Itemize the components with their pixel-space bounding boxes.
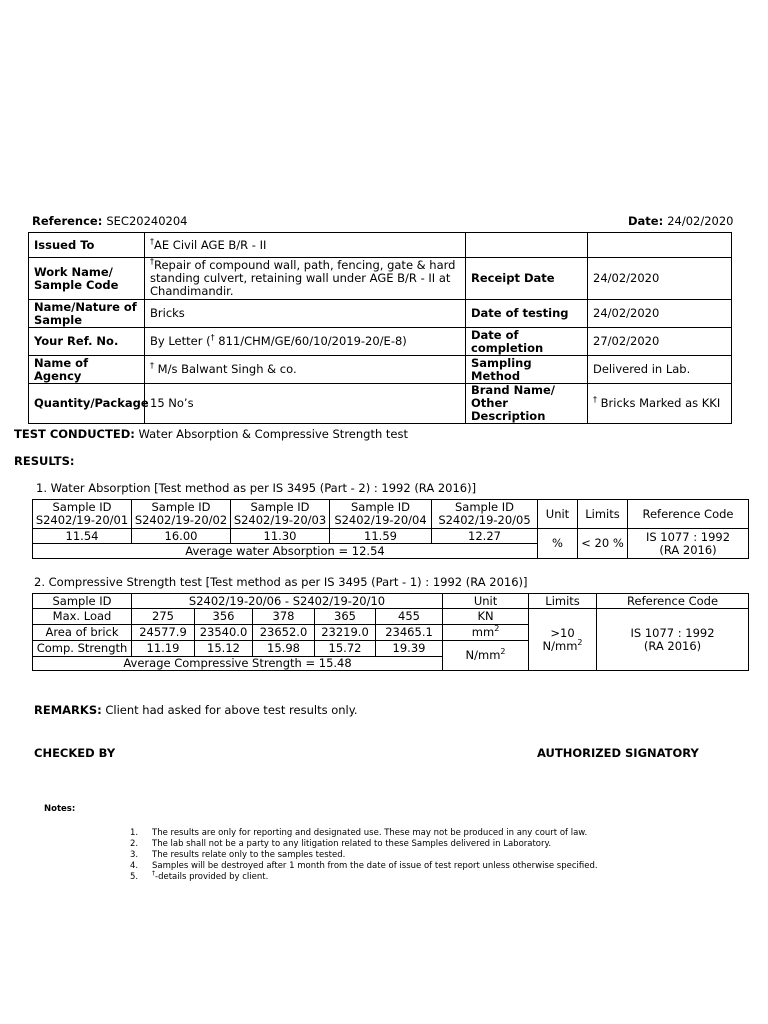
info-row-your-ref <box>29 328 732 356</box>
max-load-value: 275 <box>132 609 195 625</box>
dagger-mark: † <box>150 236 154 246</box>
sample-id-header: Sample ID S2402/19-20/01 <box>33 500 132 529</box>
note-item: 5. †-details provided by client. <box>130 870 269 882</box>
note-item: 2. The lab shall not be a party to any litigation related to these Samples delivered in Laboratory. <box>130 839 552 849</box>
brand-cell <box>588 384 732 424</box>
area-label: Area of brick <box>33 625 132 641</box>
info-row-sample <box>29 300 732 328</box>
remarks-line <box>34 703 358 717</box>
your-ref-value: 811/CHM/GE/60/10/2019-20/E-8) <box>214 334 407 348</box>
max-load-value: 455 <box>376 609 443 625</box>
agency-label: Name of Agency <box>29 356 145 384</box>
dagger-mark: † <box>593 395 597 405</box>
compressive-average: Average Compressive Strength = 15.48 <box>33 657 443 671</box>
strength-unit: $N/mm^2$ <box>443 641 529 671</box>
water-value: 12.27 <box>432 529 538 544</box>
date-value: 24/02/2020 <box>667 214 734 228</box>
sample-id-header: Sample ID S2402/19-20/04 <box>330 500 432 529</box>
water-values-row <box>33 529 749 544</box>
sample-info-table <box>28 232 732 424</box>
date-label: Date: <box>628 214 664 228</box>
agency-cell <box>145 356 466 384</box>
receipt-date-label: Receipt Date <box>466 258 588 300</box>
area-value: 23219.0 <box>315 625 376 641</box>
date-completion-label: Date of completion <box>466 328 588 356</box>
remarks-value: Client had asked for above test results only. <box>105 703 358 717</box>
sampling-method-value: Delivered in Lab. <box>588 356 732 384</box>
reference-code-header: Reference Code <box>628 500 749 529</box>
test-conducted-value: Water Absorption & Compressive Strength test <box>138 427 408 441</box>
unit-header: Unit <box>443 594 529 609</box>
info-row-agency <box>29 356 732 384</box>
dagger-mark: † <box>210 333 215 343</box>
water-absorption-table <box>32 499 749 559</box>
area-value: 24577.9 <box>132 625 195 641</box>
sample-id-header: Sample ID S2402/19-20/03 <box>231 500 330 529</box>
receipt-date-value: 24/02/2020 <box>588 258 732 300</box>
water-header-row <box>33 500 749 529</box>
reference-line <box>32 214 188 228</box>
note-item: 3. The results relate only to the samples tested. <box>130 850 346 860</box>
sampling-method-label: Sampling Method <box>466 356 588 384</box>
test-conducted-label: TEST CONDUCTED: <box>14 427 135 441</box>
remarks-label: REMARKS: <box>34 703 102 717</box>
area-value: 23652.0 <box>253 625 315 641</box>
agency-value: M/s Balwant Singh & co. <box>157 362 297 376</box>
sample-id-header: Sample ID S2402/19-20/05 <box>432 500 538 529</box>
your-ref-label: Your Ref. No. <box>29 328 145 356</box>
dagger-mark: † <box>150 257 154 267</box>
limits-header: Limits <box>529 594 597 609</box>
compressive-table <box>32 593 749 671</box>
area-value: 23540.0 <box>195 625 253 641</box>
quantity-label: Quantity/Package <box>29 384 145 424</box>
info-row-issued-to <box>29 233 732 258</box>
issued-to-cell <box>145 233 466 258</box>
issued-to-label: Issued To <box>29 233 145 258</box>
water-value: 11.30 <box>231 529 330 544</box>
max-load-value: 365 <box>315 609 376 625</box>
results-label: RESULTS: <box>14 454 75 468</box>
your-ref-prefix: By Letter ( <box>150 334 211 348</box>
unit-header: Unit <box>538 500 578 529</box>
water-limits: < 20 % <box>578 529 628 559</box>
sample-id-header: Sample ID <box>33 594 132 609</box>
sample-range: S2402/19-20/06 - S2402/19-20/10 <box>132 594 443 609</box>
strength-value: 15.98 <box>253 641 315 657</box>
reference-value: SEC20240204 <box>106 214 188 228</box>
strength-value: 11.19 <box>132 641 195 657</box>
note-item: 4. Samples will be destroyed after 1 month from the date of issue of test report unless otherwise specified. <box>130 861 598 871</box>
your-ref-cell <box>145 328 466 356</box>
empty-cell <box>588 233 732 258</box>
compressive-heading: 2. Compressive Strength test [Test method as per IS 3495 (Part - 1) : 1992 (RA 2016)] <box>34 575 528 589</box>
test-conducted-line <box>14 427 408 441</box>
date-line <box>628 214 734 228</box>
strength-value: 15.12 <box>195 641 253 657</box>
empty-cell <box>466 233 588 258</box>
checked-by: CHECKED BY <box>34 746 116 760</box>
area-value: 23465.1 <box>376 625 443 641</box>
area-unit: $mm^2$ <box>443 625 529 641</box>
max-load-unit: KN <box>443 609 529 625</box>
max-load-value: 378 <box>253 609 315 625</box>
compressive-reference-code: IS 1077 : 1992 (RA 2016) <box>597 609 749 671</box>
date-completion-value: 27/02/2020 <box>588 328 732 356</box>
reference-label: Reference: <box>32 214 103 228</box>
reference-code-header: Reference Code <box>597 594 749 609</box>
sample-id-header: Sample ID S2402/19-20/02 <box>132 500 231 529</box>
issued-to-value: AE Civil AGE B/R - II <box>154 237 267 252</box>
info-row-quantity <box>29 384 732 424</box>
note-item: 1. The results are only for reporting and designated use. These may not be produced in any court of law. <box>130 828 588 838</box>
water-absorption-heading: 1. Water Absorption [Test method as per IS 3495 (Part - 2) : 1992 (RA 2016)] <box>36 481 477 495</box>
date-testing-label: Date of testing <box>466 300 588 328</box>
water-value: 16.00 <box>132 529 231 544</box>
strength-label: Comp. Strength <box>33 641 132 657</box>
compressive-limits: >10 $N/mm^2$ <box>529 609 597 671</box>
authorized-signatory: AUTHORIZED SIGNATORY <box>537 746 699 760</box>
info-row-work-name <box>29 258 732 300</box>
work-name-cell <box>145 258 466 300</box>
strength-value: 15.72 <box>315 641 376 657</box>
strength-value: 19.39 <box>376 641 443 657</box>
sample-label: Name/Nature of Sample <box>29 300 145 328</box>
max-load-row <box>33 609 749 625</box>
limits-header: Limits <box>578 500 628 529</box>
date-testing-value: 24/02/2020 <box>588 300 732 328</box>
max-load-value: 356 <box>195 609 253 625</box>
notes-title: Notes: <box>44 804 76 814</box>
sample-value: Bricks <box>145 300 466 328</box>
notes-list <box>130 828 598 883</box>
water-reference-code: IS 1077 : 1992 (RA 2016) <box>628 529 749 559</box>
work-name-value: Repair of compound wall, path, fencing, gate & hard standing culvert, retaining wall under AGE B/R - II at Chandimandir. <box>150 258 456 298</box>
dagger-mark: † <box>150 361 154 371</box>
brand-label: Brand Name/ Other Description <box>466 384 588 424</box>
compressive-header-row <box>33 594 749 609</box>
brand-value: Bricks Marked as KKI <box>600 396 721 410</box>
water-value: 11.59 <box>330 529 432 544</box>
work-name-label: Work Name/ Sample Code <box>29 258 145 300</box>
quantity-value: 15 No’s <box>145 384 466 424</box>
water-unit: % <box>538 529 578 559</box>
max-load-label: Max. Load <box>33 609 132 625</box>
water-value: 11.54 <box>33 529 132 544</box>
water-average: Average water Absorption = 12.54 <box>33 544 538 559</box>
